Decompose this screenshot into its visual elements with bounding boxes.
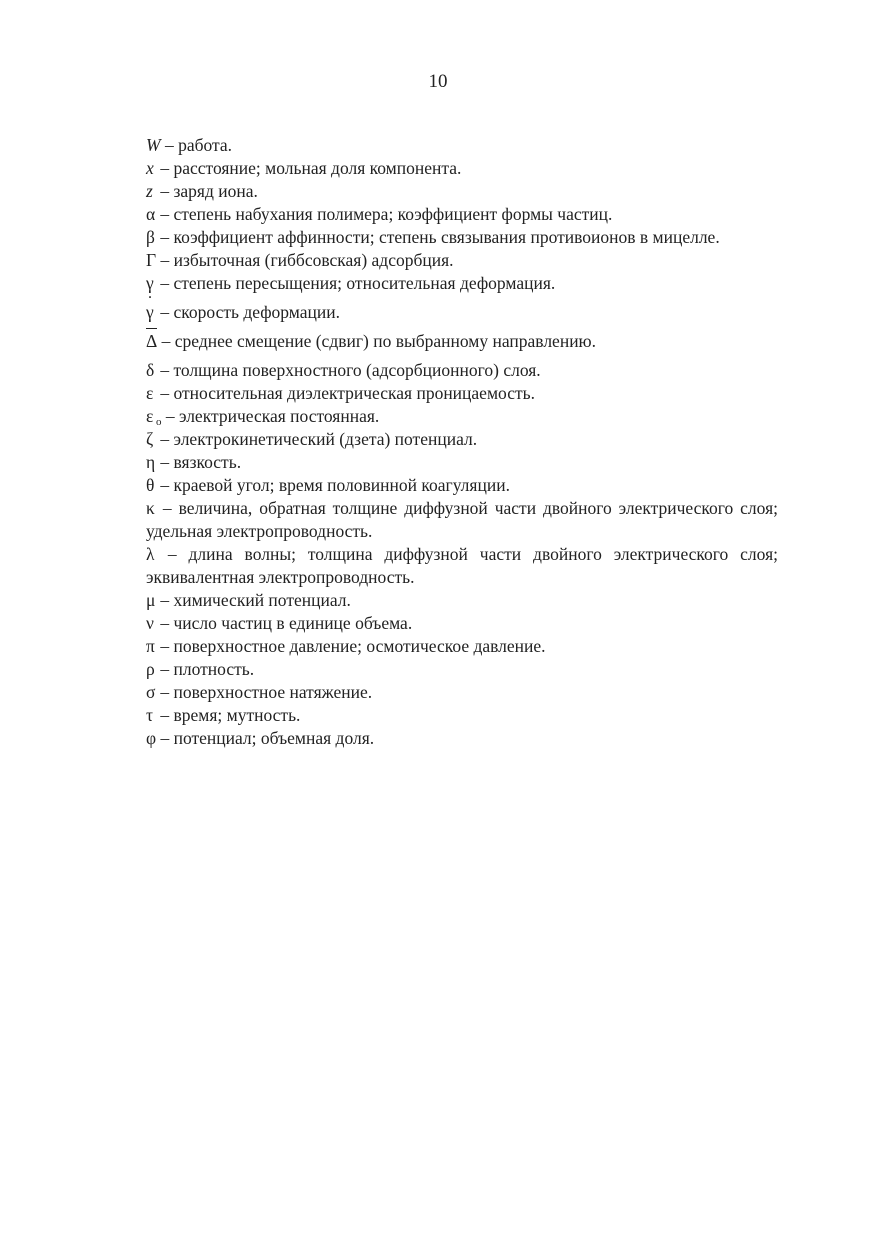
symbol: α — [146, 204, 156, 224]
symbol-entry-kappa — [146, 497, 778, 543]
definition: – коэффициент аффинности; степень связывания противоионов в мицелле. — [156, 227, 720, 247]
definition: – вязкость. — [156, 452, 242, 472]
symbol: φ — [146, 728, 157, 748]
symbol-entry-epsilon-zero — [146, 405, 778, 428]
definition: – число частиц в единице объема. — [156, 613, 413, 633]
symbol: γ — [146, 273, 154, 293]
symbol-entry-x — [146, 157, 778, 180]
symbol: ρ — [146, 659, 155, 679]
symbol: ν — [146, 613, 154, 633]
symbol-entry-epsilon — [146, 382, 778, 405]
definition: – химический потенциал. — [156, 590, 351, 610]
symbol: μ — [146, 590, 156, 610]
definition: – поверхностное давление; осмотическое давление. — [156, 636, 546, 656]
symbol: z — [146, 181, 153, 201]
definition: – величина, обратная толщине диффузной части двойного электрического слоя; удельная электропроводность. — [146, 498, 778, 541]
symbol-entry-theta — [146, 474, 778, 497]
symbol-entry-z — [146, 180, 778, 203]
page-number: 10 — [428, 71, 448, 92]
symbol-entry-gamma — [146, 272, 778, 295]
symbol: δ — [146, 360, 155, 380]
symbol: Γ — [146, 250, 157, 270]
symbol: κ — [146, 498, 155, 518]
definition: – избыточная (гиббсовская) адсорбция. — [156, 250, 454, 270]
symbol-entry-lambda — [146, 543, 778, 589]
definition: – время; мутность. — [156, 705, 301, 725]
symbol: β — [146, 227, 155, 247]
definition: – среднее смещение (сдвиг) по выбранному направлению. — [157, 331, 597, 351]
definition: – расстояние; мольная доля компонента. — [156, 158, 462, 178]
symbol: ζ — [146, 429, 154, 449]
symbol: ˙ γ — [146, 301, 156, 324]
definition: – поверхностное натяжение. — [156, 682, 373, 702]
definition: – плотность. — [156, 659, 255, 679]
symbol-entry-zeta — [146, 428, 778, 451]
symbol-entry-tau — [146, 704, 778, 727]
symbol-entry-sigma — [146, 681, 778, 704]
symbol-entry-rho — [146, 658, 778, 681]
definition: – электрокинетический (дзета) потенциал. — [156, 429, 478, 449]
symbol-entry-mu — [146, 589, 778, 612]
symbol: σ — [146, 682, 156, 702]
definition: – толщина поверхностного (адсорбционного) слоя. — [156, 360, 541, 380]
symbol: ε — [146, 383, 154, 403]
symbol: θ — [146, 475, 155, 495]
definition: – работа. — [160, 135, 233, 155]
symbol: W — [146, 135, 161, 155]
definition: – заряд иона. — [156, 181, 258, 201]
definition: – относительная диэлектрическая проницаемость. — [156, 383, 535, 403]
symbol-entry-eta — [146, 451, 778, 474]
definition: – длина волны; толщина диффузной части двойного электрического слоя; эквивалентная электропроводность. — [146, 544, 778, 587]
symbol: τ — [146, 705, 154, 725]
symbol-entry-gamma-capital — [146, 249, 778, 272]
definition: – степень пересыщения; относительная деформация. — [156, 273, 556, 293]
symbol-entry-nu — [146, 612, 778, 635]
definition: – краевой угол; время половинной коагуляции. — [156, 475, 510, 495]
definition: – электрическая постоянная. — [161, 406, 380, 426]
symbol: π — [146, 636, 155, 656]
definition: – степень набухания полимера; коэффициент формы частиц. — [156, 204, 613, 224]
symbol-entry-phi — [146, 727, 778, 750]
symbol-subscript: o — [156, 416, 162, 428]
symbol-entry-delta-bar — [146, 330, 778, 353]
definition: – скорость деформации. — [156, 302, 340, 322]
symbol: η — [146, 452, 156, 472]
symbol-entry-delta — [146, 359, 778, 382]
symbol-entry-beta — [146, 226, 778, 249]
symbol-list — [146, 134, 778, 750]
symbol: x — [146, 158, 154, 178]
symbol-entry-pi — [146, 635, 778, 658]
symbol: Δ — [146, 331, 158, 351]
symbol: ε — [146, 406, 154, 426]
definition: – потенциал; объемная доля. — [156, 728, 375, 748]
symbol-entry-gamma-dot — [146, 301, 778, 324]
symbol-entry-W — [146, 134, 778, 157]
symbol: λ — [146, 544, 155, 564]
symbol-entry-alpha — [146, 203, 778, 226]
